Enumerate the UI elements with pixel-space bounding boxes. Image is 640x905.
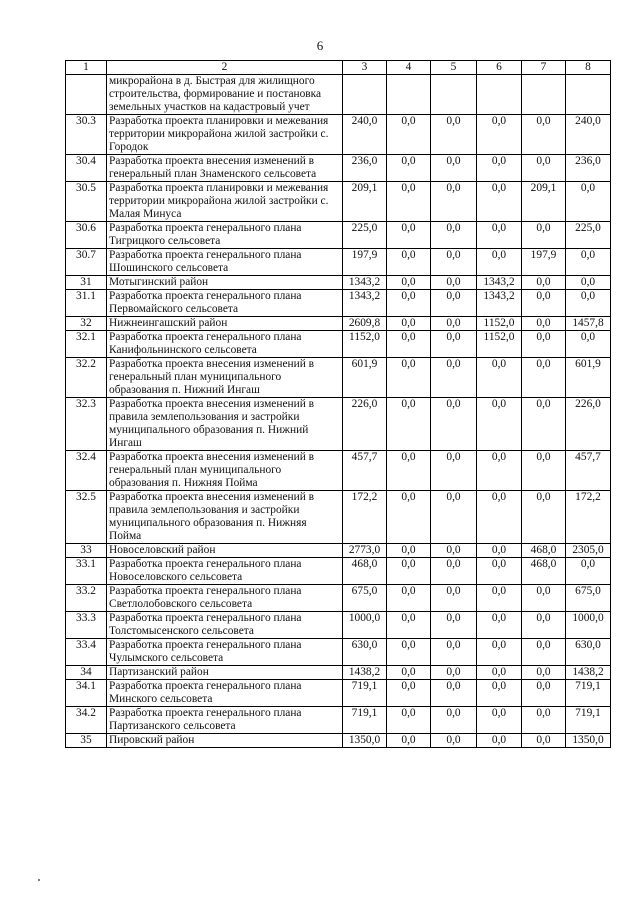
row-number-cell: 32.5 [66,491,107,544]
table-row [66,544,611,558]
value-cell: 1438,2 [343,666,387,680]
value-cell: 0,0 [477,222,522,249]
value-cell: 0,0 [522,331,566,358]
value-cell: 0,0 [477,249,522,276]
value-cell: 0,0 [431,544,477,558]
value-cell: 226,0 [566,398,611,451]
header-row [66,61,611,75]
table-row [66,249,611,276]
table-row [66,155,611,182]
header-cell: 1 [66,61,107,75]
value-cell: 240,0 [343,115,387,155]
value-cell: 0,0 [522,290,566,317]
item-name-cell: Разработка проекта генерального плана Тигрицкого сельсовета [107,222,343,249]
table-row [66,115,611,155]
value-cell: 0,0 [431,182,477,222]
table-row [66,75,611,115]
value-cell: 0,0 [431,222,477,249]
value-cell: 1343,2 [343,290,387,317]
value-cell: 209,1 [522,182,566,222]
value-cell: 0,0 [387,680,431,707]
value-cell: 0,0 [477,707,522,734]
value-cell: 226,0 [343,398,387,451]
item-name-cell: Разработка проекта генерального плана Партизанского сельсовета [107,707,343,734]
value-cell: 468,0 [522,558,566,585]
value-cell [566,75,611,115]
value-cell: 457,7 [343,451,387,491]
item-name-cell: Разработка проекта внесения изменений в генеральный план муниципального образования п. Нижняя Пойма [107,451,343,491]
row-number-cell: 32.3 [66,398,107,451]
value-cell: 0,0 [387,276,431,290]
row-number-cell: 32.4 [66,451,107,491]
value-cell: 0,0 [522,276,566,290]
item-name-cell: Разработка проекта внесения изменений в правила землепользования и застройки муниципального образования п. Нижний Ингаш [107,398,343,451]
value-cell: 0,0 [522,734,566,748]
table-row [66,558,611,585]
item-name-cell: Мотыгинский район [107,276,343,290]
header-cell: 8 [566,61,611,75]
value-cell: 0,0 [522,585,566,612]
item-name-cell: Разработка проекта генерального плана Первомайского сельсовета [107,290,343,317]
table-row [66,491,611,544]
table-row [66,666,611,680]
value-cell: 0,0 [431,317,477,331]
value-cell: 0,0 [387,249,431,276]
value-cell: 0,0 [387,398,431,451]
value-cell: 0,0 [431,612,477,639]
value-cell: 0,0 [522,707,566,734]
value-cell: 719,1 [566,707,611,734]
value-cell: 240,0 [566,115,611,155]
row-number-cell: 33 [66,544,107,558]
value-cell: 225,0 [343,222,387,249]
value-cell: 0,0 [522,155,566,182]
value-cell: 0,0 [522,398,566,451]
item-name-cell: Разработка проекта генерального плана Канифольнинского сельсовета [107,331,343,358]
table-row [66,612,611,639]
item-name-cell: Разработка проекта внесения изменений в генеральный план муниципального образования п. Нижний Ингаш [107,358,343,398]
value-cell [477,75,522,115]
value-cell: 0,0 [431,276,477,290]
value-cell [387,75,431,115]
table-row [66,182,611,222]
budget-table [65,60,611,748]
item-name-cell: Разработка проекта планировки и межевания территории микрорайона жилой застройки с. Малая Минуса [107,182,343,222]
row-number-cell: 32 [66,317,107,331]
value-cell: 1152,0 [477,317,522,331]
value-cell: 0,0 [431,249,477,276]
value-cell: 0,0 [431,155,477,182]
value-cell: 601,9 [566,358,611,398]
row-number-cell: 33.3 [66,612,107,639]
value-cell: 675,0 [343,585,387,612]
value-cell: 2305,0 [566,544,611,558]
item-name-cell: Новоселовский район [107,544,343,558]
value-cell: 0,0 [477,612,522,639]
item-name-cell: Разработка проекта генерального плана Новоселовского сельсовета [107,558,343,585]
value-cell: 0,0 [522,491,566,544]
value-cell: 1000,0 [566,612,611,639]
value-cell: 1343,2 [477,290,522,317]
table-row [66,222,611,249]
value-cell: 1343,2 [343,276,387,290]
value-cell: 1350,0 [343,734,387,748]
value-cell: 0,0 [431,707,477,734]
value-cell: 0,0 [387,558,431,585]
table-row [66,290,611,317]
value-cell: 0,0 [566,558,611,585]
value-cell: 0,0 [566,331,611,358]
row-number-cell: 31 [66,276,107,290]
row-number-cell: 30.5 [66,182,107,222]
value-cell: 457,7 [566,451,611,491]
value-cell: 0,0 [387,155,431,182]
value-cell: 197,9 [522,249,566,276]
value-cell: 0,0 [387,222,431,249]
value-cell: 0,0 [477,544,522,558]
value-cell: 0,0 [387,317,431,331]
value-cell: 0,0 [431,666,477,680]
value-cell: 172,2 [343,491,387,544]
value-cell: 0,0 [387,290,431,317]
value-cell: 0,0 [387,734,431,748]
value-cell: 0,0 [387,451,431,491]
row-number-cell: 30.6 [66,222,107,249]
value-cell: 0,0 [477,182,522,222]
table-row [66,331,611,358]
value-cell: 0,0 [522,358,566,398]
row-number-cell: 34 [66,666,107,680]
item-name-cell: Пировский район [107,734,343,748]
value-cell: 0,0 [431,115,477,155]
value-cell: 1350,0 [566,734,611,748]
item-name-cell: Разработка проекта генерального плана Толстомысенского сельсовета [107,612,343,639]
value-cell: 0,0 [431,398,477,451]
row-number-cell: 33.4 [66,639,107,666]
value-cell: 172,2 [566,491,611,544]
row-number-cell: 32.2 [66,358,107,398]
value-cell: 2773,0 [343,544,387,558]
value-cell: 0,0 [566,182,611,222]
header-cell: 2 [107,61,343,75]
value-cell: 0,0 [566,249,611,276]
value-cell: 719,1 [343,680,387,707]
value-cell: 0,0 [387,115,431,155]
value-cell: 0,0 [477,155,522,182]
value-cell: 719,1 [343,707,387,734]
value-cell: 0,0 [431,639,477,666]
row-number-cell: 35 [66,734,107,748]
value-cell: 0,0 [431,558,477,585]
value-cell: 0,0 [387,707,431,734]
value-cell: 0,0 [431,585,477,612]
value-cell: 1152,0 [477,331,522,358]
item-name-cell: Разработка проекта генерального плана Светлолобовского сельсовета [107,585,343,612]
value-cell: 0,0 [477,115,522,155]
value-cell: 1457,8 [566,317,611,331]
value-cell: 630,0 [343,639,387,666]
row-number-cell: 31.1 [66,290,107,317]
value-cell: 1152,0 [343,331,387,358]
row-number-cell: 30.7 [66,249,107,276]
value-cell: 0,0 [387,544,431,558]
value-cell: 0,0 [387,491,431,544]
table-row [66,398,611,451]
value-cell: 719,1 [566,680,611,707]
item-name-cell: микрорайона в д. Быстрая для жилищного строительства, формирование и постановка земельных участков на кадастровый учет [107,75,343,115]
row-number-cell: 30.4 [66,155,107,182]
table-row [66,707,611,734]
value-cell [431,75,477,115]
table-row [66,276,611,290]
value-cell: 2609,8 [343,317,387,331]
row-number-cell: 32.1 [66,331,107,358]
table-row [66,585,611,612]
value-cell: 0,0 [477,358,522,398]
value-cell: 0,0 [431,290,477,317]
value-cell: 0,0 [522,317,566,331]
value-cell: 0,0 [431,680,477,707]
page-number: 6 [316,38,324,53]
value-cell: 0,0 [477,491,522,544]
item-name-cell: Разработка проекта генерального плана Минского сельсовета [107,680,343,707]
table-row [66,358,611,398]
row-number-cell: 34.1 [66,680,107,707]
value-cell: 197,9 [343,249,387,276]
value-cell: 0,0 [522,639,566,666]
value-cell: 0,0 [477,639,522,666]
value-cell: 225,0 [566,222,611,249]
value-cell: 1343,2 [477,276,522,290]
row-number-cell: 34.2 [66,707,107,734]
value-cell: 0,0 [387,666,431,680]
value-cell: 0,0 [387,331,431,358]
value-cell [343,75,387,115]
value-cell: 0,0 [431,331,477,358]
value-cell: 0,0 [477,585,522,612]
value-cell: 0,0 [522,680,566,707]
item-name-cell: Партизанский район [107,666,343,680]
value-cell: 0,0 [477,398,522,451]
value-cell: 0,0 [477,451,522,491]
value-cell: 0,0 [477,680,522,707]
table-row [66,451,611,491]
row-number-cell: 33.2 [66,585,107,612]
value-cell: 0,0 [522,115,566,155]
row-number-cell: 30.3 [66,115,107,155]
value-cell: 468,0 [343,558,387,585]
value-cell: 209,1 [343,182,387,222]
value-cell: 236,0 [566,155,611,182]
value-cell: 0,0 [477,558,522,585]
row-number-cell [66,75,107,115]
value-cell: 0,0 [431,358,477,398]
value-cell: 0,0 [431,734,477,748]
value-cell: 630,0 [566,639,611,666]
item-name-cell: Разработка проекта генерального плана Чулымского сельсовета [107,639,343,666]
value-cell: 675,0 [566,585,611,612]
value-cell: 1438,2 [566,666,611,680]
value-cell: 601,9 [343,358,387,398]
value-cell: 0,0 [522,666,566,680]
item-name-cell: Разработка проекта внесения изменений в правила землепользования и застройки муниципального образования п. Нижняя Пойма [107,491,343,544]
value-cell: 0,0 [566,276,611,290]
table-row [66,639,611,666]
header-cell: 4 [387,61,431,75]
value-cell: 236,0 [343,155,387,182]
item-name-cell: Нижнеингашский район [107,317,343,331]
value-cell: 0,0 [387,585,431,612]
item-name-cell: Разработка проекта внесения изменений в генеральный план Знаменского сельсовета [107,155,343,182]
value-cell: 0,0 [522,451,566,491]
value-cell: 0,0 [387,612,431,639]
value-cell: 1000,0 [343,612,387,639]
header-cell: 7 [522,61,566,75]
value-cell: 0,0 [431,491,477,544]
table-row [66,680,611,707]
table-row [66,317,611,331]
value-cell: 0,0 [522,612,566,639]
row-number-cell: 33.1 [66,558,107,585]
value-cell: 0,0 [387,358,431,398]
value-cell: 468,0 [522,544,566,558]
value-cell: 0,0 [566,290,611,317]
value-cell [522,75,566,115]
value-cell: 0,0 [387,182,431,222]
scan-speck [38,879,40,881]
item-name-cell: Разработка проекта генерального плана Шошинского сельсовета [107,249,343,276]
item-name-cell: Разработка проекта планировки и межевания территории микрорайона жилой застройки с. Городок [107,115,343,155]
header-cell: 5 [431,61,477,75]
value-cell: 0,0 [522,222,566,249]
header-cell: 6 [477,61,522,75]
value-cell: 0,0 [387,639,431,666]
value-cell: 0,0 [477,734,522,748]
value-cell: 0,0 [431,451,477,491]
table-row [66,734,611,748]
value-cell: 0,0 [477,666,522,680]
header-cell: 3 [343,61,387,75]
